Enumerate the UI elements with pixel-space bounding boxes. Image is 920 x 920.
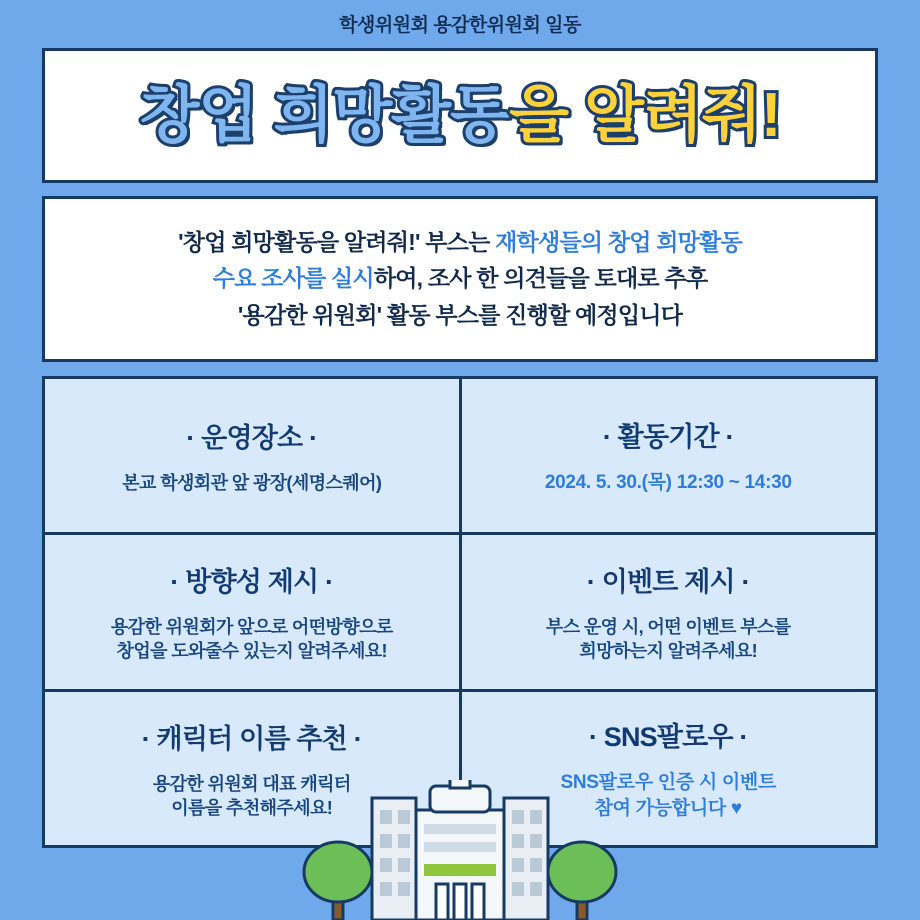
info-cell-body: 부스 운영 시, 어떤 이벤트 부스를 희망하는지 알려주세요! — [545, 617, 791, 662]
info-cell-body: 용감한 위원회 대표 캐릭터 이름을 추천해주세요! — [152, 773, 351, 818]
title-part-1: 창업 희망활동 — [139, 80, 510, 150]
info-cell-location — [45, 379, 459, 532]
info-cell-title: · 방향성 제시 · — [170, 567, 334, 598]
info-cell-sns-follow — [462, 692, 876, 845]
info-cell-period — [462, 379, 876, 532]
organization-line: 학생위원회 용감한위원회 일동 — [339, 15, 581, 36]
description-line-3: '용감한 위원회' 활동 부스를 진행할 예정입니다 — [237, 301, 683, 328]
info-cell-body: 본교 학생회관 앞 광장(세명스퀘어) — [122, 473, 382, 494]
info-cell-title: · 캐릭터 이름 추천 · — [141, 723, 362, 754]
description-line-2-highlight: 수요 조사를 실시 — [212, 265, 374, 292]
info-cell-title: · SNS팔로우 · — [588, 722, 748, 753]
description-line-1-highlight: 재학생들의 창업 희망활동 — [495, 228, 742, 255]
description-line-2 — [213, 265, 708, 293]
description-line-1-pre: '창업 희망활동을 알려줘!' 부스는 — [178, 228, 496, 255]
description-line-1 — [178, 229, 742, 257]
info-cell-character-name — [45, 692, 459, 845]
title-part-2: 을 알려줘! — [509, 80, 781, 150]
description-card — [42, 196, 878, 362]
info-cell-event — [462, 535, 876, 688]
info-cell-title: · 운영장소 · — [186, 423, 318, 454]
info-cell-title: · 이벤트 제시 · — [586, 567, 750, 598]
info-cell-direction — [45, 535, 459, 688]
info-cell-body: 2024. 5. 30.(목) 12:30 ~ 14:30 — [544, 472, 792, 494]
info-grid — [42, 376, 878, 848]
description-line-2-post: 하여, 조사 한 의견들을 토대로 추후 — [373, 265, 708, 292]
title-card — [42, 48, 878, 183]
poster-title — [139, 80, 781, 150]
info-cell-title: · 활동기간 · — [602, 422, 734, 453]
info-cell-body: SNS팔로우 인증 시 이벤트 참여 가능합니다 ♥ — [560, 772, 777, 819]
info-cell-body: 용감한 위원회가 앞으로 어떤방향으로 창업을 도와줄수 있는지 알려주세요! — [110, 617, 393, 662]
